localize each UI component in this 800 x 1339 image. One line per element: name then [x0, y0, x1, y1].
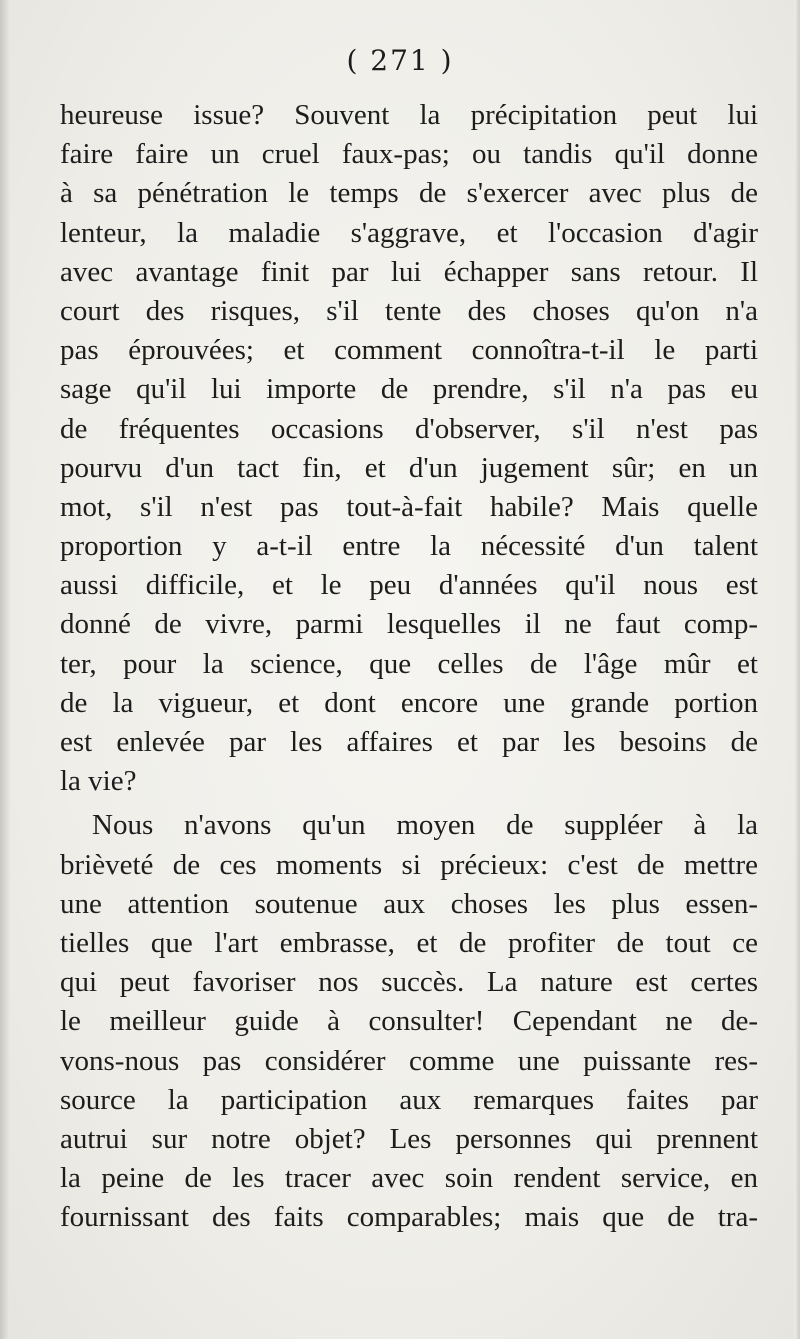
text-line: de la vigueur, et dont encore une grande portion — [60, 686, 758, 719]
text-line: proportion y a-t-il entre la nécessité d'un talent — [60, 530, 758, 563]
text-line: ter, pour la science, que celles de l'âge mûr et — [60, 647, 758, 680]
text-line: pourvu d'un tact fin, et d'un jugement sûr; en un — [60, 451, 758, 484]
text-line: de fréquentes occasions d'observer, s'il n'est pas — [60, 412, 758, 445]
text-line: avec avantage finit par lui échapper sans retour. Il — [60, 255, 758, 288]
paragraph — [60, 96, 758, 801]
text-line: la vie? — [60, 765, 137, 798]
page-number: ( 271 ) — [346, 44, 454, 77]
text-line: tielles que l'art embrasse, et de profiter de tout ce — [60, 926, 758, 959]
text-line: brièveté de ces moments si précieux: c'est de mettre — [60, 848, 758, 881]
text-line: court des risques, s'il tente des choses qu'on n'a — [60, 294, 758, 327]
text-line: le meilleur guide à consulter! Cependant ne de- — [60, 1005, 758, 1038]
text-line: heureuse issue? Souvent la précipitation peut lui — [60, 99, 758, 131]
text-line: source la participation aux remarques faites par — [60, 1083, 758, 1116]
text-line: à sa pénétration le temps de s'exercer avec plus de — [60, 177, 758, 210]
text-line: est enlevée par les affaires et par les besoins de — [60, 726, 758, 758]
paragraph — [60, 806, 758, 1237]
text-line: donné de vivre, parmi lesquelles il ne faut comp- — [60, 608, 758, 641]
text-line: lenteur, la maladie s'aggrave, et l'occasion d'agir — [60, 216, 758, 249]
text-line: faire faire un cruel faux-pas; ou tandis qu'il donne — [60, 138, 758, 171]
page-right-edge — [794, 0, 800, 1339]
text-line: une attention soutenue aux choses les plus essen- — [60, 887, 758, 920]
text-line: aussi difficile, et le peu d'années qu'il nous est — [60, 569, 758, 602]
text-line: vons-nous pas considérer comme une puissante res- — [60, 1044, 758, 1077]
text-line: la peine de les tracer avec soin rendent service, en — [60, 1162, 758, 1195]
text-line: qui peut favoriser nos succès. La nature est certes — [60, 966, 758, 999]
text-line: sage qu'il lui importe de prendre, s'il n'a pas eu — [60, 373, 758, 406]
body-text — [60, 96, 758, 1237]
text-line: mot, s'il n'est pas tout-à-fait habile? Mais quelle — [60, 490, 758, 523]
text-line: pas éprouvées; et comment connoîtra-t-il le parti — [60, 334, 758, 367]
text-line: Nous n'avons qu'un moyen de suppléer à la — [92, 809, 758, 842]
text-line: autrui sur notre objet? Les personnes qui prennent — [60, 1122, 758, 1155]
text-line: fournissant des faits comparables; mais que de tra- — [60, 1201, 758, 1234]
page-left-edge — [0, 0, 10, 1339]
